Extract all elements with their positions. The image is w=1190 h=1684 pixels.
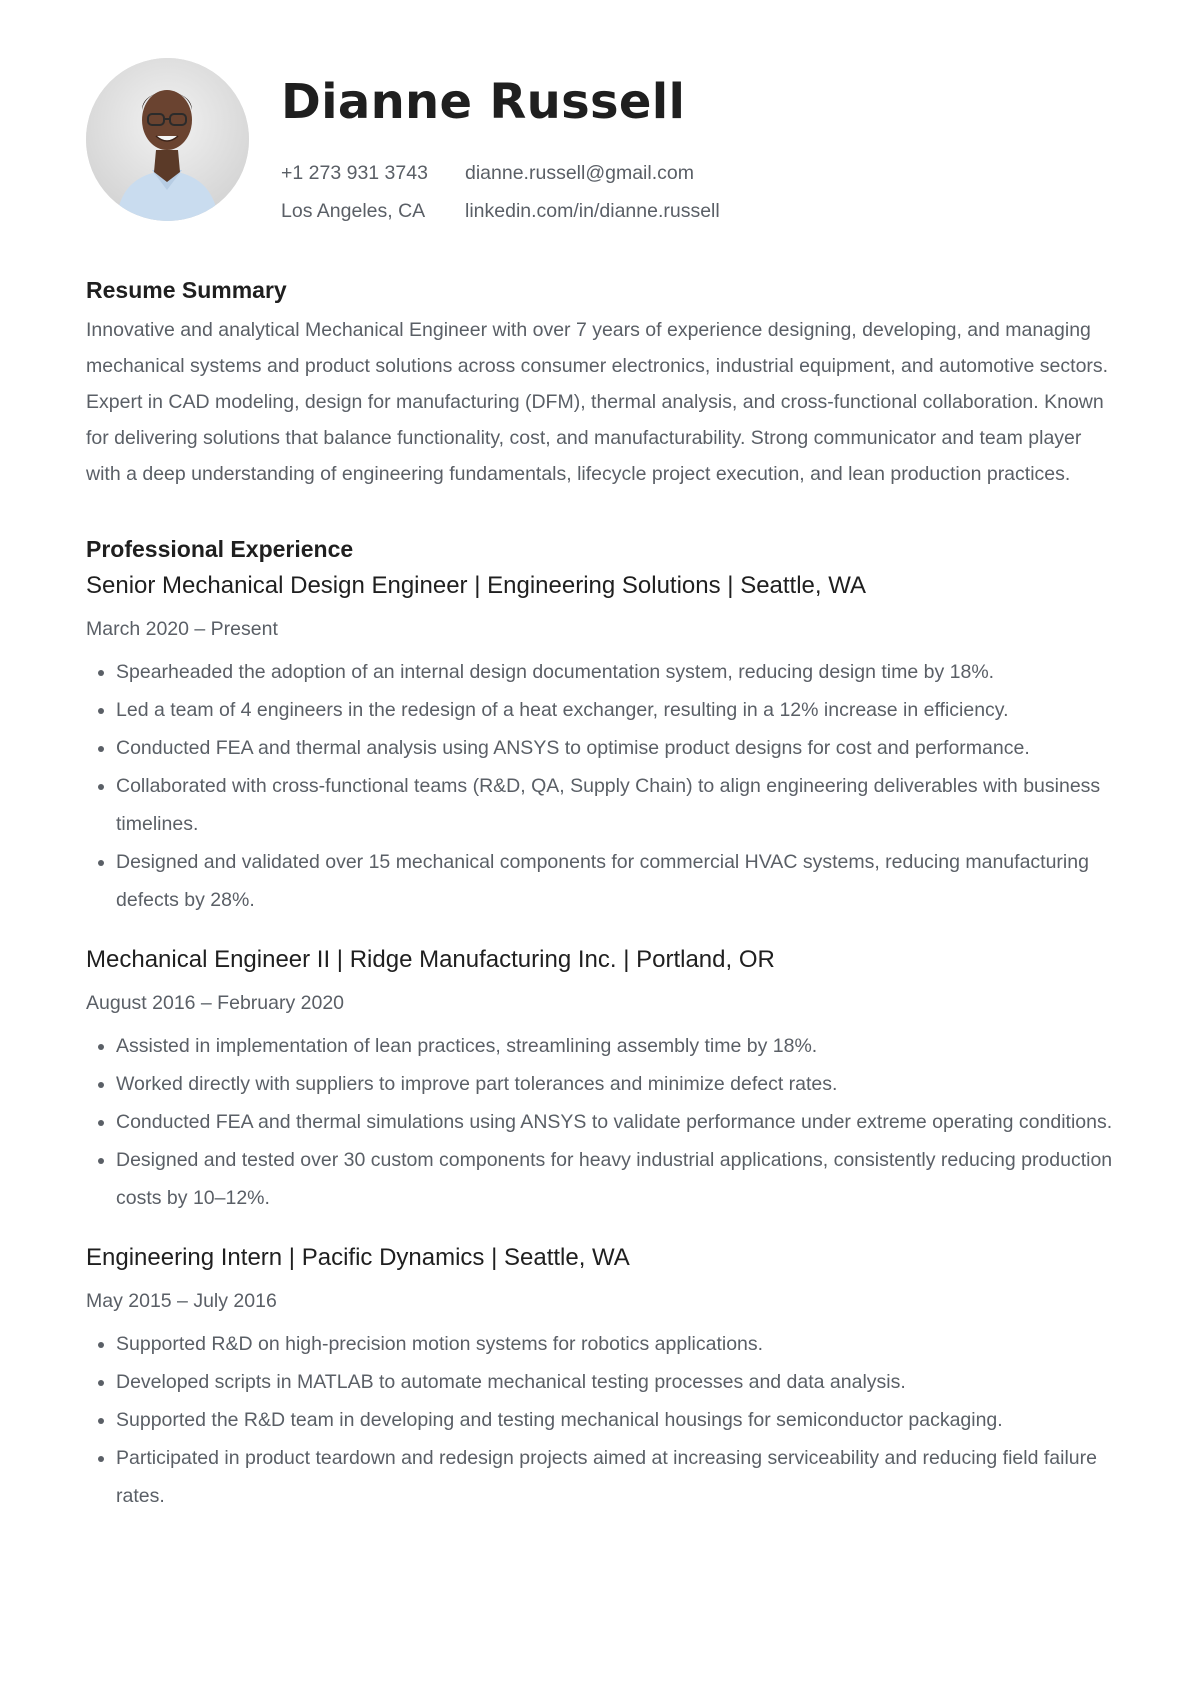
bullet-item: Conducted FEA and thermal analysis using ANSYS to optimise product designs for cost and performance. bbox=[86, 729, 1116, 767]
bullet-item: Supported the R&D team in developing and testing mechanical housings for semiconductor packaging. bbox=[86, 1401, 1116, 1439]
contact-row bbox=[281, 192, 720, 230]
job-title: Senior Mechanical Design Engineer | Engineering Solutions | Seattle, WA bbox=[86, 572, 867, 599]
phone-number: +1 273 931 3743 bbox=[281, 162, 428, 184]
linkedin-link[interactable]: linkedin.com/in/dianne.russell bbox=[465, 200, 720, 222]
bullet-item: Spearheaded the adoption of an internal design documentation system, reducing design time by 18%. bbox=[86, 653, 1116, 691]
bullet-item: Participated in product teardown and redesign projects aimed at increasing serviceability and reducing field failure rates. bbox=[86, 1439, 1116, 1515]
candidate-name: Dianne Russell bbox=[281, 74, 686, 130]
bullet-item: Conducted FEA and thermal simulations using ANSYS to validate performance under extreme operating conditions. bbox=[86, 1103, 1116, 1141]
job-entry bbox=[86, 570, 1116, 919]
contact-row bbox=[281, 154, 720, 192]
job-title: Engineering Intern | Pacific Dynamics | Seattle, WA bbox=[86, 1244, 630, 1271]
bullet-item: Developed scripts in MATLAB to automate mechanical testing processes and data analysis. bbox=[86, 1363, 1116, 1401]
bullet-item: Led a team of 4 engineers in the redesign of a heat exchanger, resulting in a 12% increase in efficiency. bbox=[86, 691, 1116, 729]
summary-text: Innovative and analytical Mechanical Engineer with over 7 years of experience designing, developing, and managing mechanical systems and product solutions across consumer electronics, industrial equipment, and automotive sectors. Expert in CAD modeling, design for manufacturing (DFM), thermal analysis, and cross-functional collaboration. Known for delivering solutions that balance functionality, cost, and manufacturability. Strong communicator and team player with a deep understanding of engineering fundamentals, lifecycle project execution, and lean production practices. bbox=[86, 319, 1109, 485]
person-avatar-icon bbox=[86, 58, 249, 221]
experience-heading: Professional Experience bbox=[86, 536, 354, 562]
email-link[interactable]: dianne.russell@gmail.com bbox=[465, 162, 694, 184]
summary-heading: Resume Summary bbox=[86, 277, 287, 303]
job-dates: March 2020 – Present bbox=[86, 618, 278, 640]
bullet-item: Collaborated with cross-functional teams (R&D, QA, Supply Chain) to align engineering deliverables with business timelines. bbox=[86, 767, 1116, 843]
bullet-item: Supported R&D on high-precision motion systems for robotics applications. bbox=[86, 1325, 1116, 1363]
bullet-item: Designed and tested over 30 custom components for heavy industrial applications, consistently reducing production costs by 10–12%. bbox=[86, 1141, 1116, 1217]
job-entry bbox=[86, 944, 1116, 1217]
location: Los Angeles, CA bbox=[281, 200, 426, 222]
job-entry bbox=[86, 1242, 1116, 1515]
resume-page bbox=[86, 58, 1116, 1515]
bullet-item: Designed and validated over 15 mechanical components for commercial HVAC systems, reducing manufacturing defects by 28%. bbox=[86, 843, 1116, 919]
job-dates: August 2016 – February 2020 bbox=[86, 992, 345, 1014]
job-bullets bbox=[86, 1325, 1116, 1515]
profile-photo bbox=[86, 58, 249, 221]
job-dates: May 2015 – July 2016 bbox=[86, 1290, 277, 1312]
resume-header bbox=[86, 58, 1116, 223]
job-bullets bbox=[86, 653, 1116, 919]
bullet-item: Assisted in implementation of lean practices, streamlining assembly time by 18%. bbox=[86, 1027, 1116, 1065]
job-title: Mechanical Engineer II | Ridge Manufacturing Inc. | Portland, OR bbox=[86, 946, 775, 973]
job-bullets bbox=[86, 1027, 1116, 1217]
contact-info bbox=[281, 154, 720, 230]
bullet-item: Worked directly with suppliers to improve part tolerances and minimize defect rates. bbox=[86, 1065, 1116, 1103]
